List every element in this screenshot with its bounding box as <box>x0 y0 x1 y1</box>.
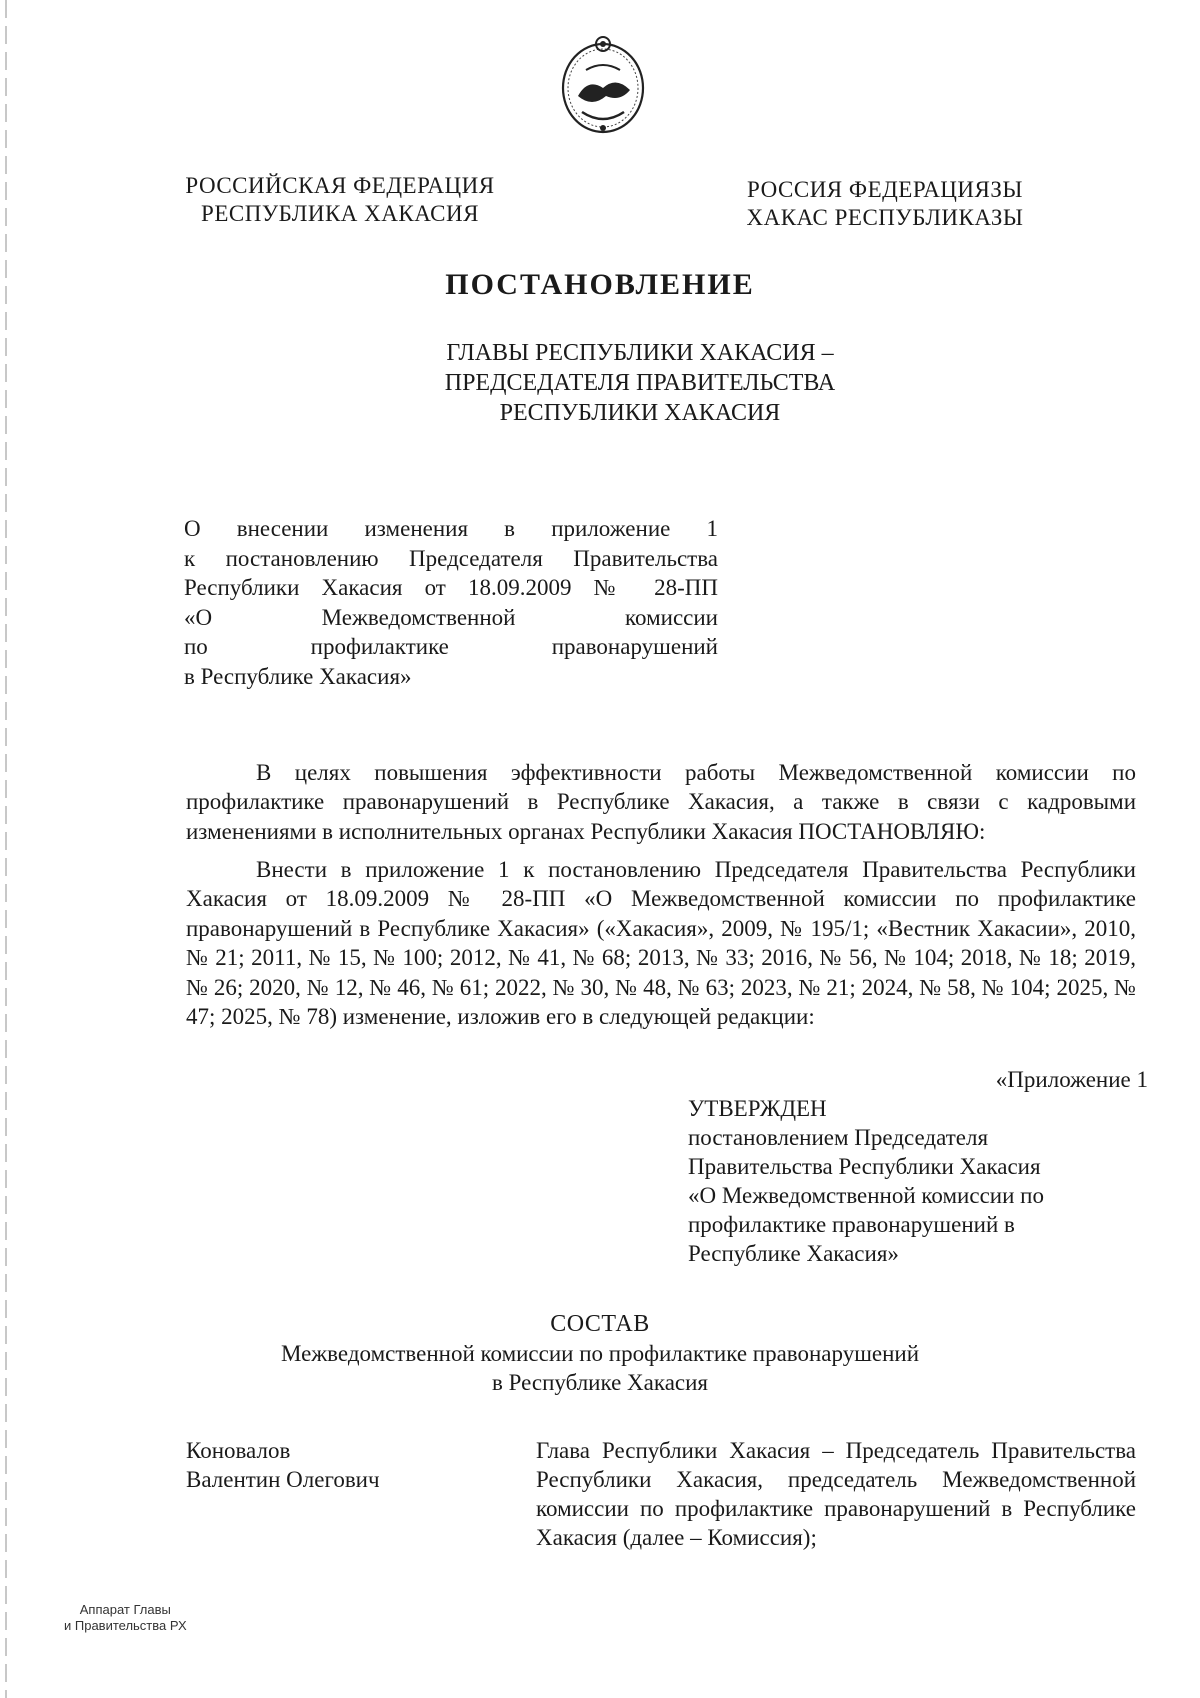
approval-line-2: постановлением Председателя <box>688 1125 989 1150</box>
office-stamp <box>64 1602 187 1634</box>
document-title: ПОСТАНОВЛЕНИЕ <box>445 268 755 301</box>
approval-line-1: УТВЕРЖДЕН <box>688 1096 827 1121</box>
paragraph-text: Внести в приложение 1 к постановлению Председателя Правительства Республики Хакасия от 18.09.2009 № 28-ПП «О Межведомственной комиссии по профилактике правонарушений в Республике Хакасия» («Хакасия», 2009, № 195/1; «Вестник Хакасии», 2010, № 21; 2011, № 15, № 100; 2012, № 41, № 68; 2013, № 33; 2016, № 56, № 104; 2018, № 18; 2019, № 26; 2020, № 12, № 46, № 61; 2022, № 30, № 48, № 63; 2023, № 21; 2024, № 58, № 104; 2025, № 47; 2025, № 78) изменение, изложив его в следующей редакции: <box>186 857 1136 1030</box>
issuer-subtitle <box>300 338 980 428</box>
subject-line-2: к постановлению Председателя Правительства <box>184 545 718 571</box>
stamp-line-2: и Правительства РХ <box>64 1618 187 1633</box>
composition-line-1: Межведомственной комиссии по профилактике правонарушений <box>280 1341 920 1366</box>
body-paragraph-2 <box>186 855 1136 1031</box>
subject-line-5: по профилактике правонарушений <box>184 634 718 659</box>
approval-line-3: Правительства Республики Хакасия <box>688 1154 1041 1179</box>
stamp-line-1: Аппарат Главы <box>79 1602 171 1617</box>
subject-line-6: в Республике Хакасия» <box>184 663 412 689</box>
approval-line-4: «О Межведомственной комиссии по <box>688 1183 1044 1208</box>
member-name <box>186 1436 486 1494</box>
coat-of-arms-emblem <box>558 30 648 140</box>
subject-line-3: Республики Хакасия от 18.09.2009 № 28-ПП <box>184 575 718 600</box>
header-left-line-1: РОССИЙСКАЯ ФЕДЕРАЦИЯ <box>185 173 495 198</box>
approval-line-6: Республике Хакасия» <box>688 1241 899 1266</box>
header-russian <box>170 172 510 228</box>
member-surname: Коновалов <box>186 1438 291 1463</box>
header-right-line-1: РОССИЯ ФЕДЕРАЦИЯЗЫ <box>747 177 1023 202</box>
paragraph-text: В целях повышения эффективности работы Межведомственной комиссии по профилактике правонарушений в Республике Хакасия, а также в связи с кадровыми изменениями в исполнительных органах Республики Хакасия ПОСТАНОВЛЯЮ: <box>186 760 1136 844</box>
subtitle-line-3: РЕСПУБЛИКИ ХАКАСИЯ <box>499 400 781 426</box>
document-subject <box>184 514 718 691</box>
approval-line-5: профилактике правонарушений в <box>688 1212 1015 1237</box>
header-right-line-2: ХАКАС РЕСПУБЛИКАЗЫ <box>746 205 1024 230</box>
subject-line-4: «О Межведомственной комиссии <box>184 604 718 630</box>
header-khakas <box>720 176 1050 232</box>
member-given-names: Валентин Олегович <box>186 1467 380 1492</box>
appendix-label: «Приложение 1 <box>995 1067 1148 1092</box>
composition-heading <box>0 1310 1200 1397</box>
subtitle-line-2: ПРЕДСЕДАТЕЛЯ ПРАВИТЕЛЬСТВА <box>444 370 836 396</box>
composition-title: СОСТАВ <box>550 1311 650 1337</box>
appendix-approval-block <box>688 1065 1148 1268</box>
header-left-line-2: РЕСПУБЛИКА ХАКАСИЯ <box>201 201 479 226</box>
scan-binding-edge <box>5 0 7 1698</box>
member-role: Глава Республики Хакасия – Председатель Правительства Республики Хакасия, председатель Межведомственной комиссии по профилактике правонарушений в Республике Хакасия (далее – Комиссия); <box>536 1438 1136 1550</box>
subtitle-line-1: ГЛАВЫ РЕСПУБЛИКИ ХАКАСИЯ – <box>446 340 834 366</box>
composition-line-2: в Республике Хакасия <box>491 1370 709 1395</box>
body-paragraph-1 <box>186 758 1136 846</box>
subject-line-1: О внесении изменения в приложение 1 <box>184 516 718 541</box>
